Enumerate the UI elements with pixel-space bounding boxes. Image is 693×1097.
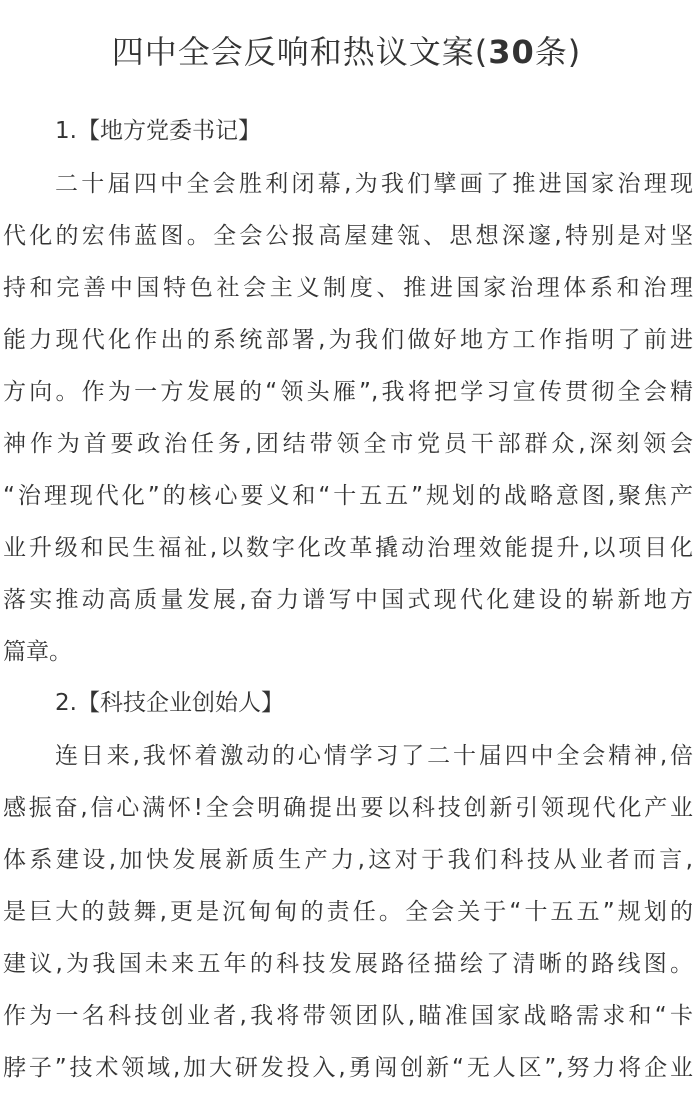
title-suffix: 条): [534, 33, 582, 71]
paragraph-line: “治理现代化”的核心要义和“十五五”规划的战略意图,聚焦产: [3, 483, 693, 509]
paragraph-line: 神作为首要政治任务,团结带领全市党员干部群众,深刻领会: [3, 431, 693, 457]
paragraph-line: 建议,为我国未来五年的科技发展路径描绘了清晰的路线图。: [3, 951, 693, 977]
paragraph-line: 体系建设,加快发展新质生产力,这对于我们科技从业者而言,: [3, 847, 693, 873]
paragraph-line: 方向。作为一方发展的“领头雁”,我将把学习宣传贯彻全会精: [3, 379, 693, 405]
paragraph-line: 连日来,我怀着激动的心情学习了二十届四中全会精神,倍: [55, 743, 693, 769]
paragraph-line: 是巨大的鼓舞,更是沉甸甸的责任。全会关于“十五五”规划的: [3, 899, 693, 925]
paragraph-line: 持和完善中国特色社会主义制度、推进国家治理体系和治理: [3, 275, 693, 301]
section-heading: 2.【科技企业创始人】: [55, 690, 284, 716]
document-title: [0, 28, 693, 76]
paragraph-line: 作为一名科技创业者,我将带领团队,瞄准国家战略需求和“卡: [3, 1003, 693, 1029]
paragraph-line: 脖子”技术领域,加大研发投入,勇闯创新“无人区”,努力将企业: [3, 1055, 693, 1081]
paragraph-line: 落实推动高质量发展,奋力谱写中国式现代化建设的崭新地方: [3, 587, 693, 613]
section-heading: 1.【地方党委书记】: [55, 118, 261, 144]
title-number: 30: [488, 33, 535, 71]
paragraph-line: 篇章。: [3, 639, 72, 665]
paragraph-line: 二十届四中全会胜利闭幕,为我们擘画了推进国家治理现: [55, 171, 693, 197]
paragraph-line: 代化的宏伟蓝图。全会公报高屋建瓴、思想深邃,特别是对坚: [3, 223, 693, 249]
paragraph-line: 业升级和民生福祉,以数字化改革撬动治理效能提升,以项目化: [3, 535, 693, 561]
paragraph-line: 感振奋,信心满怀!全会明确提出要以科技创新引领现代化产业: [3, 795, 693, 821]
title-text: 四中全会反响和热议文案(: [111, 33, 489, 71]
paragraph-line: 能力现代化作出的系统部署,为我们做好地方工作指明了前进: [3, 327, 693, 353]
